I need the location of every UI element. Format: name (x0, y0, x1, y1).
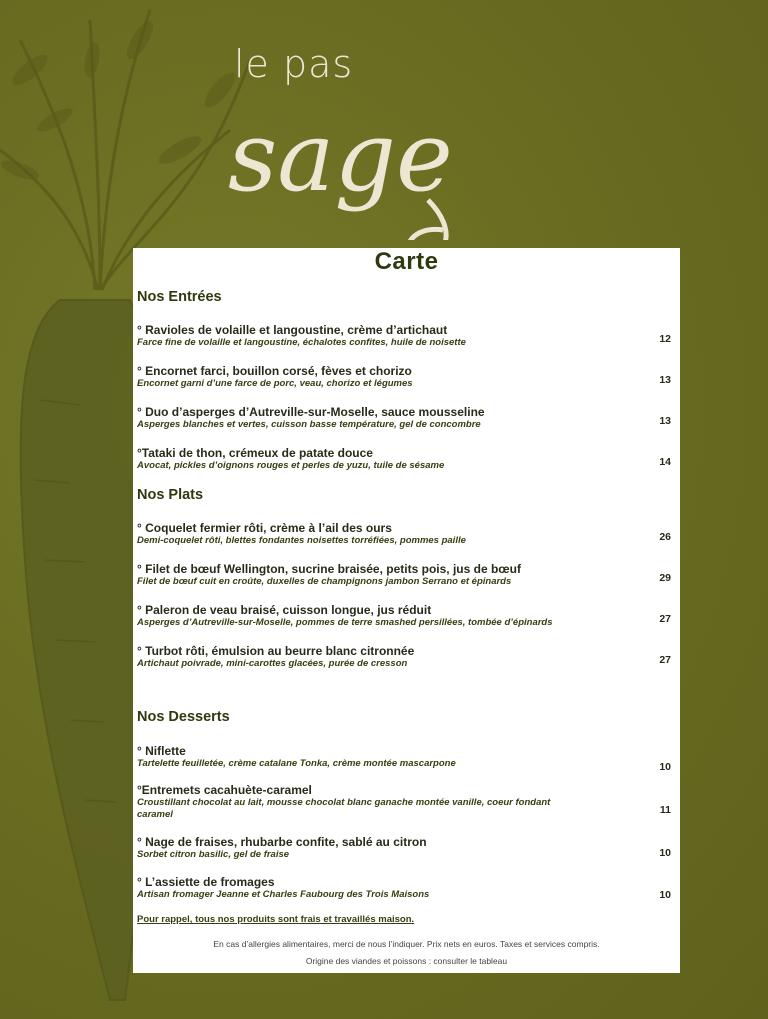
item-description: Demi-coquelet rôti, blettes fondantes noisettes torréfiées, pommes paille (137, 535, 466, 546)
item-price: 29 (659, 572, 671, 584)
section-heading-plats: Nos Plats (137, 487, 204, 503)
item-description: Asperges blanches et vertes, cuisson basse température, gel de concombre (137, 419, 481, 430)
item-description: Artichaut poivrade, mini-carottes glacées, purée de cresson (137, 658, 408, 669)
brand-line1: le pas (234, 42, 354, 86)
menu-item (137, 875, 677, 901)
item-description: Avocat, pickles d’oignons rouges et perles de yuzu, tuile de sésame (137, 460, 445, 471)
menu-item (137, 446, 677, 472)
menu-title: Carte (374, 248, 439, 275)
section-heading-desserts: Nos Desserts (137, 709, 230, 725)
brand-line2 (228, 80, 548, 240)
origin-notice: Origine des viandes et poissons : consulter le tableau (305, 956, 508, 966)
menu-item (137, 783, 677, 821)
item-description: Farce fine de volaille et langoustine, échalotes confites, huile de noisette (137, 337, 466, 348)
item-name: °Tataki de thon, crémeux de patate douce (137, 446, 373, 460)
brand-logo (228, 40, 548, 240)
item-price: 27 (659, 613, 671, 625)
item-name: ° L’assiette de fromages (137, 875, 275, 889)
item-name: ° Encornet farci, bouillon corsé, fèves et chorizo (137, 364, 412, 378)
menu-item (137, 603, 677, 629)
item-description: Tartelette feuilletée, crème catalane Tonka, crème montée mascarpone (137, 758, 456, 769)
item-price: 27 (659, 654, 671, 666)
menu-item (137, 835, 677, 861)
item-price: 10 (659, 761, 671, 773)
item-price: 11 (659, 804, 671, 816)
item-price: 10 (659, 889, 671, 901)
item-description: Filet de bœuf cuit en croûte, duxelles de champignons jambon Serrano et épinards (137, 576, 512, 587)
item-description: Sorbet citron basilic, gel de fraise (137, 849, 290, 860)
svg-text:sage: sage (228, 101, 453, 213)
section-heading-entrees: Nos Entrées (137, 289, 222, 305)
item-price: 10 (659, 847, 671, 859)
allergy-notice: En cas d’allergies alimentaires, merci de nous l’indiquer. Prix nets en euros. Taxes et services compris. (213, 939, 600, 949)
menu-item (137, 521, 677, 547)
homemade-reminder: Pour rappel, tous nos produits sont frais et travaillés maison. (137, 914, 415, 925)
item-description: Asperges d’Autreville-sur-Moselle, pommes de terre smashed persillées, tombée d’épinards (137, 617, 553, 628)
menu-card (133, 248, 680, 973)
item-price: 13 (659, 374, 671, 386)
item-description: Artisan fromager Jeanne et Charles Faubourg des Trois Maisons (137, 889, 430, 900)
menu-item (137, 744, 677, 773)
item-name: ° Turbot rôti, émulsion au beurre blanc citronnée (137, 644, 415, 658)
item-description: Croustillant chocolat au lait, mousse chocolat blanc ganache montée vanille, coeur fondant caramel (137, 797, 551, 820)
item-name: ° Paleron de veau braisé, cuisson longue, jus réduit (137, 603, 432, 617)
item-name: ° Coquelet fermier rôti, crème à l’ail des ours (137, 521, 392, 535)
item-description: Encornet garni d’une farce de porc, veau, chorizo et légumes (137, 378, 413, 389)
item-name: ° Filet de bœuf Wellington, sucrine braisée, petits pois, jus de bœuf (137, 562, 521, 576)
item-price: 26 (659, 531, 671, 543)
item-name: ° Ravioles de volaille et langoustine, crème d’artichaut (137, 323, 448, 337)
menu-item (137, 364, 677, 390)
item-price: 14 (659, 456, 671, 468)
item-name: ° Niflette (137, 744, 186, 758)
item-name: °Entremets cacahuète-caramel (137, 783, 312, 797)
item-name: ° Duo d’asperges d’Autreville-sur-Moselle, sauce mousseline (137, 405, 485, 419)
item-price: 13 (659, 415, 671, 427)
item-price: 12 (659, 333, 671, 345)
menu-item (137, 405, 677, 431)
menu-item (137, 562, 677, 588)
menu-item (137, 644, 677, 670)
menu-item (137, 323, 677, 349)
item-name: ° Nage de fraises, rhubarbe confite, sablé au citron (137, 835, 427, 849)
